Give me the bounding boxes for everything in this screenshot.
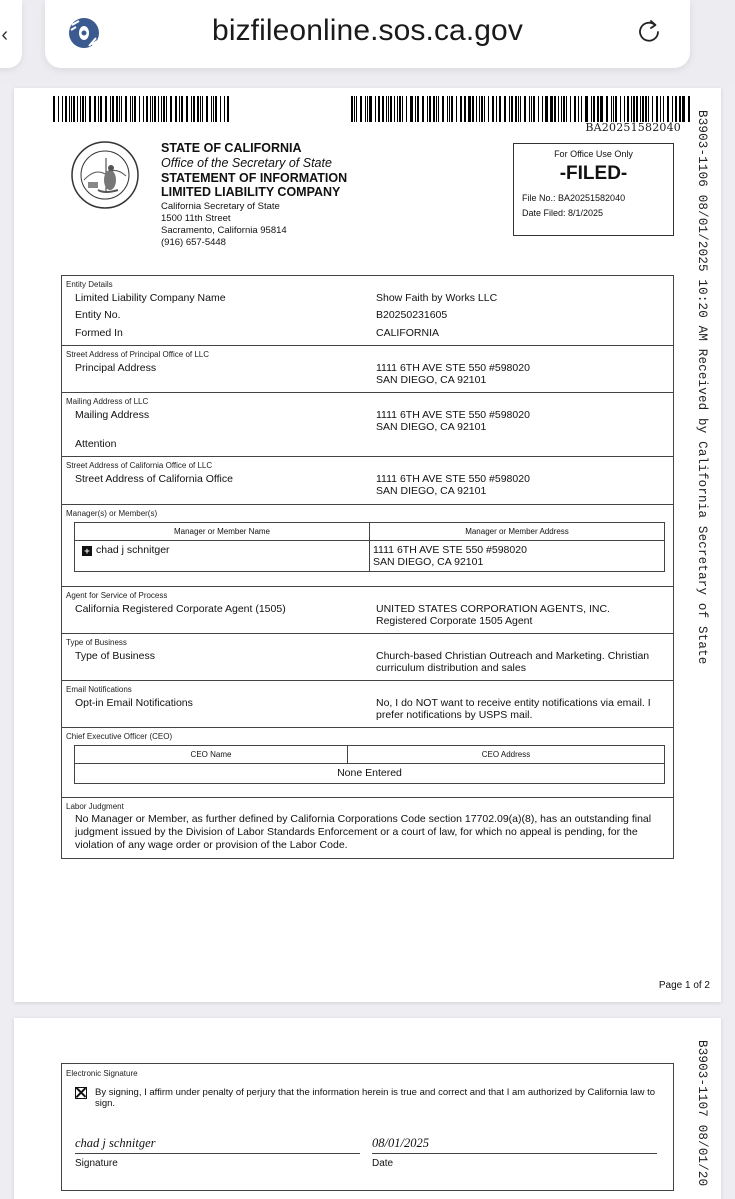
information-form: [61, 275, 674, 859]
barcode-bar: [65, 96, 67, 122]
address-line-1: 1111 6TH AVE STE 550 #598020: [376, 362, 530, 374]
barcode-bar: [566, 96, 567, 122]
barcode-bar: [578, 96, 579, 122]
barcode-bar: [69, 96, 70, 122]
barcode-bar: [429, 96, 430, 122]
barcode-bar: [98, 96, 99, 122]
office-address-1: California Secretary of State: [161, 201, 280, 212]
address-line-2: SAN DIEGO, CA 92101: [376, 421, 487, 434]
barcode-bar: [570, 96, 571, 122]
barcode-bar: [399, 96, 401, 122]
barcode-bar: [574, 96, 576, 122]
barcode-bar: [406, 96, 407, 122]
section-agent: [62, 586, 673, 633]
section-california-office: [62, 456, 673, 504]
barcode-bar: [62, 96, 63, 122]
barcode-bar: [73, 96, 75, 122]
barcode-bar: [121, 96, 122, 122]
barcode-bar: [648, 96, 649, 122]
address-line-1: 1111 6TH AVE STE 550 #598020: [373, 544, 527, 556]
table-row: [75, 541, 664, 571]
barcode-bar: [606, 96, 608, 122]
barcode-bar: [581, 96, 582, 122]
barcode-bar: [402, 96, 403, 122]
barcode-bar: [388, 96, 389, 122]
manager-name: chad j schnitger: [96, 544, 170, 556]
barcode-bar: [200, 96, 201, 122]
section-title: Chief Executive Officer (CEO): [66, 732, 173, 741]
affirm-checkbox[interactable]: [75, 1087, 87, 1099]
barcode-bar: [529, 96, 530, 122]
barcode-bar: [642, 96, 643, 122]
barcode-bar: [563, 96, 565, 122]
barcode-bar: [367, 96, 368, 122]
reload-icon[interactable]: [634, 17, 664, 47]
barcode-bar: [112, 96, 113, 122]
barcode-bar: [533, 96, 535, 122]
section-title: Entity Details: [66, 280, 113, 289]
url-text[interactable]: bizfileonline.sos.ca.gov: [212, 14, 523, 47]
barcode-bar: [451, 96, 453, 122]
column-header-address: Manager or Member Address: [465, 527, 569, 536]
barcode-bar: [415, 96, 416, 122]
barcode-bar: [375, 96, 376, 122]
barcode-left: [53, 96, 231, 122]
barcode-bar: [449, 96, 450, 122]
office-name: Office of the Secretary of State: [161, 155, 332, 170]
barcode-bar: [591, 96, 592, 122]
back-chevron-icon: ‹: [1, 24, 8, 46]
barcode-bar: [175, 96, 177, 122]
field-label: California Registered Corporate Agent (1505): [75, 603, 286, 615]
barcode-bar: [524, 96, 526, 122]
barcode-bar: [82, 96, 84, 122]
barcode-bar: [554, 96, 556, 122]
field-label: Type of Business: [75, 650, 155, 662]
address-bar[interactable]: [45, 0, 690, 68]
document-header: [161, 141, 347, 249]
barcode-bar: [633, 96, 634, 122]
section-entity-details: [62, 276, 673, 345]
barcode-bar: [682, 96, 683, 122]
barcode-bar: [468, 96, 469, 122]
field-label: Formed In: [75, 326, 123, 339]
barcode-bar: [688, 96, 690, 122]
section-email-notifications: [62, 680, 673, 727]
barcode-bar: [438, 96, 439, 122]
barcode-bar: [422, 96, 424, 122]
address-line-2: SAN DIEGO, CA 92101: [373, 556, 484, 569]
browser-toolbar: [0, 0, 735, 84]
column-header-ceo-address: CEO Address: [481, 750, 531, 759]
barcode-bar: [601, 96, 602, 122]
office-use-label: For Office Use Only: [554, 149, 633, 159]
barcode-bar: [132, 96, 133, 122]
office-address-3: Sacramento, California 95814: [161, 224, 287, 236]
barcode-bar: [382, 96, 384, 122]
barcode-bar: [520, 96, 521, 122]
barcode-bar: [397, 96, 398, 122]
section-type-of-business: [62, 633, 673, 680]
barcode-bar: [620, 96, 621, 122]
page-number: Page 1 of 2: [658, 980, 710, 991]
signature-value: chad j schnitger: [75, 1136, 360, 1154]
barcode-bar: [224, 96, 225, 122]
barcode-bar: [640, 96, 641, 122]
barcode-bar: [515, 96, 517, 122]
barcode-bar: [116, 96, 118, 122]
barcode-bar: [624, 96, 625, 122]
affirm-text: By signing, I affirm under penalty of perjury that the information herein is true and correct and that I am authorized by California law to sign.: [95, 1087, 656, 1110]
barcode-bar: [105, 96, 107, 122]
section-labor-judgment: [62, 797, 673, 858]
section-title: Labor Judgment: [66, 802, 124, 811]
barcode-bar: [215, 96, 217, 122]
agent-name: UNITED STATES CORPORATION AGENTS, INC.: [376, 603, 610, 615]
barcode-bar: [191, 96, 192, 122]
office-address-2: 1500 11th Street: [161, 212, 231, 224]
entity-number-value: B20250231605: [376, 309, 448, 322]
office-phone: (916) 657-5448: [161, 236, 226, 248]
barcode-bar: [496, 96, 497, 122]
barcode-bar: [597, 96, 599, 122]
barcode-bar: [479, 96, 480, 122]
column-header-ceo-name: CEO Name: [75, 746, 348, 763]
formed-in-value: CALIFORNIA: [376, 326, 440, 339]
field-label: Limited Liability Company Name: [75, 292, 226, 304]
section-managers-members: [62, 504, 673, 586]
barcode-bar: [456, 96, 457, 122]
attention-label: Attention: [75, 437, 117, 450]
section-ceo: [62, 727, 673, 797]
address-line-1: 1111 6TH AVE STE 550 #598020: [376, 473, 530, 485]
barcode-bar: [433, 96, 435, 122]
barcode-bar: [170, 96, 171, 122]
received-stamp: B3903-1106 08/01/2025 10:20 AM Received by California Secretary of State: [695, 110, 709, 665]
barcode-bar: [80, 96, 81, 122]
barcode-right: [351, 96, 693, 122]
address-line-2: SAN DIEGO, CA 92101: [376, 374, 487, 387]
barcode-bar: [436, 96, 437, 122]
barcode-bar: [85, 96, 86, 122]
barcode-bar: [561, 96, 562, 122]
barcode-bar: [545, 96, 547, 122]
section-title: Manager(s) or Member(s): [66, 509, 158, 518]
barcode-bar: [464, 96, 466, 122]
attention-value: [376, 438, 673, 450]
ceo-table: [74, 745, 665, 784]
barcode-bar: [645, 96, 647, 122]
barcode-bar: [492, 96, 494, 122]
barcode-bar: [660, 96, 661, 122]
barcode-bar: [100, 96, 101, 122]
barcode-bar: [197, 96, 199, 122]
barcode-bar: [627, 96, 629, 122]
barcode-bar: [613, 96, 614, 122]
barcode-bar: [484, 96, 485, 122]
barcode-bar: [356, 96, 357, 122]
llc-name-value: Show Faith by Works LLC: [376, 292, 498, 304]
barcode-bar: [202, 96, 203, 122]
barcode-bar: [143, 96, 144, 122]
barcode-bar: [89, 96, 90, 122]
barcode-bar: [130, 96, 131, 122]
field-label: Entity No.: [75, 309, 121, 322]
document-page-2: [14, 1018, 721, 1199]
section-title: Street Address of Principal Office of LLC: [66, 350, 210, 359]
state-name: STATE OF CALIFORNIA: [161, 141, 302, 155]
california-seal-icon: [70, 140, 140, 210]
address-line-2: SAN DIEGO, CA 92101: [376, 485, 487, 498]
barcode-bar: [220, 96, 221, 122]
barcode-bar: [77, 96, 78, 122]
barcode-bar: [663, 96, 664, 122]
barcode-bar: [593, 96, 594, 122]
expand-icon[interactable]: +: [82, 546, 92, 556]
barcode-bar: [119, 96, 120, 122]
barcode-bar: [163, 96, 165, 122]
managers-table: [74, 522, 665, 572]
barcode-bar: [667, 96, 669, 122]
barcode-bar: [542, 96, 543, 122]
barcode-bar: [386, 96, 387, 122]
barcode-bar: [161, 96, 162, 122]
barcode-bar: [53, 96, 55, 122]
field-label: Street Address of California Office: [75, 473, 233, 485]
business-type-value: Church-based Christian Outreach and Marketing. Christian curriculum distribution and sales: [376, 650, 650, 675]
barcode-bar: [146, 96, 148, 122]
barcode-bar: [417, 96, 418, 122]
barcode-number: BA20251582040: [585, 121, 681, 134]
barcode-bar: [531, 96, 532, 122]
barcode-bar: [354, 96, 355, 122]
barcode-bar: [427, 96, 428, 122]
barcode-bar: [636, 96, 638, 122]
barcode-bar: [390, 96, 392, 122]
date-value: 08/01/2025: [372, 1136, 657, 1154]
signature-label: Signature: [75, 1158, 118, 1169]
barcode-bar: [615, 96, 617, 122]
received-stamp: B3903-1107 08/01/20: [695, 1040, 709, 1187]
electronic-signature-section: [61, 1063, 674, 1191]
barcode-bar: [551, 96, 552, 122]
office-use-box: [513, 143, 674, 236]
barcode-bar: [469, 96, 470, 122]
barcode-bar: [558, 96, 559, 122]
barcode-bar: [58, 96, 59, 122]
barcode-bar: [351, 96, 353, 122]
barcode-bar: [656, 96, 658, 122]
barcode-bar: [410, 96, 412, 122]
email-optin-value: No, I do NOT want to receive entity notifications via email. I prefer notifications by USPS mail.: [376, 697, 651, 722]
labor-judgment-text: No Manager or Member, as further defined by California Corporations Code section 17702.09(a)(8), has an outstanding final judgment issued by the Division of Labor Standards Enforcement or a court of law, for which no appeal is pending, for the violation of any wage order or provision of the Labor Code.: [75, 813, 652, 852]
barcode-bar: [158, 96, 159, 122]
barcode-bar: [460, 96, 461, 122]
barcode-bar: [504, 96, 506, 122]
none-entered: None Entered: [337, 767, 402, 779]
section-title: Email Notifications: [66, 685, 132, 694]
barcode-bar: [499, 96, 500, 122]
filed-status: -FILED-: [559, 163, 628, 184]
section-title: Agent for Service of Process: [66, 591, 168, 600]
barcode-bar: [679, 96, 681, 122]
file-number: File No.: BA20251582040: [522, 193, 626, 203]
barcode-bar: [152, 96, 153, 122]
barcode-bar: [518, 96, 519, 122]
barcode-bar: [550, 96, 551, 122]
barcode-bar: [94, 96, 96, 122]
barcode-bar: [442, 96, 444, 122]
section-title: Electronic Signature: [66, 1069, 138, 1078]
barcode-bar: [472, 96, 474, 122]
barcode-bar: [166, 96, 167, 122]
barcode-bar: [509, 96, 510, 122]
previous-tab[interactable]: [0, 0, 22, 68]
barcode-bar: [211, 96, 212, 122]
barcode-bar: [600, 96, 601, 122]
barcode-bar: [538, 96, 539, 122]
barcode-bar: [675, 96, 676, 122]
column-header-name: Manager or Member Name: [75, 523, 370, 540]
barcode-bar: [378, 96, 379, 122]
section-principal-office: [62, 345, 673, 392]
barcode-bar: [186, 96, 188, 122]
barcode-bar: [110, 96, 111, 122]
address-line-1: 1111 6TH AVE STE 550 #598020: [376, 409, 530, 421]
field-label: Principal Address: [75, 362, 157, 374]
barcode-bar: [206, 96, 208, 122]
barcode-bar: [394, 96, 395, 122]
field-label: Mailing Address: [75, 409, 150, 421]
barcode-bar: [227, 96, 229, 122]
barcode-bar: [139, 96, 140, 122]
barcode-bar: [181, 96, 182, 122]
barcode-bar: [631, 96, 632, 122]
barcode-bar: [179, 96, 180, 122]
document-title: STATEMENT OF INFORMATION: [161, 170, 348, 185]
barcode-bar: [488, 96, 489, 122]
barcode-bar: [585, 96, 587, 122]
agent-type: Registered Corporate 1505 Agent: [376, 615, 533, 628]
barcode-bar: [150, 96, 151, 122]
barcode-bar: [193, 96, 194, 122]
section-mailing-address: [62, 392, 673, 456]
barcode-bar: [154, 96, 156, 122]
date-filed: Date Filed: 8/1/2025: [522, 208, 604, 218]
document-subtitle: LIMITED LIABILITY COMPANY: [161, 185, 341, 200]
section-title: Mailing Address of LLC: [66, 397, 149, 406]
barcode-bar: [71, 96, 72, 122]
date-label: Date: [372, 1158, 394, 1169]
barcode-bar: [369, 96, 371, 122]
document-page-1: [14, 88, 721, 1002]
barcode-bar: [511, 96, 512, 122]
barcode-bar: [481, 96, 483, 122]
barcode-bar: [213, 96, 214, 122]
barcode-bar: [683, 96, 684, 122]
section-title: Type of Business: [66, 638, 127, 647]
barcode-bar: [611, 96, 612, 122]
barcode-bar: [360, 96, 362, 122]
section-title: Street Address of California Office of LLC: [66, 461, 213, 470]
barcode-bar: [672, 96, 673, 122]
barcode-bar: [476, 96, 477, 122]
barcode-bar: [652, 96, 653, 122]
barcode-bar: [134, 96, 136, 122]
field-label: Opt-in Email Notifications: [75, 697, 193, 709]
barcode-bar: [365, 96, 366, 122]
barcode-bar: [447, 96, 448, 122]
barcode-bar: [125, 96, 127, 122]
